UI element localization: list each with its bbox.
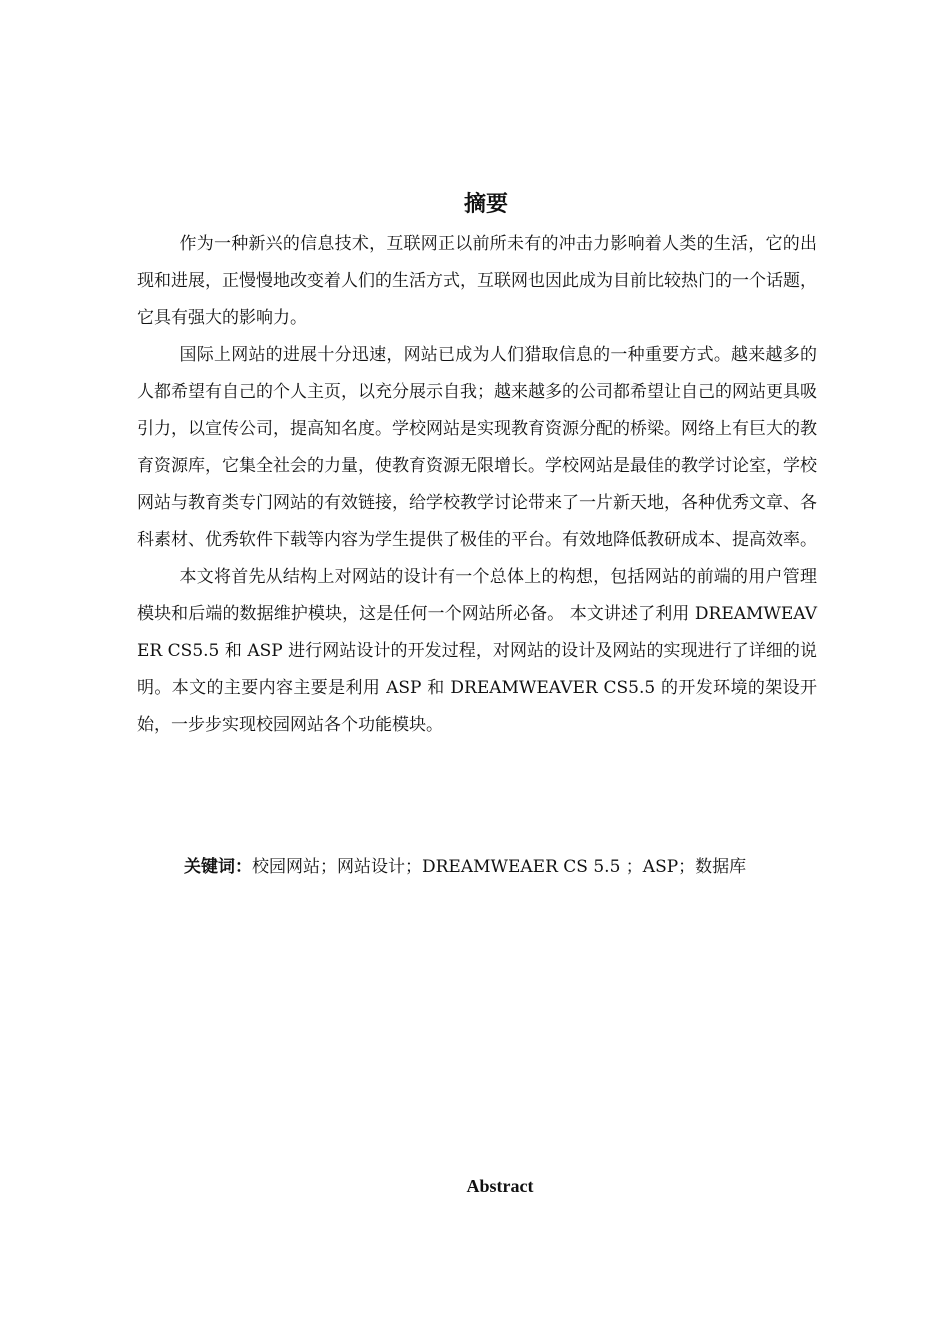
abstract-paragraph-2: 国际上网站的进展十分迅速，网站已成为人们猎取信息的一种重要方式。越来越多的人都希望有自己的个人主页，以充分展示自我；越来越多的公司都希望让自己的网站更具吸引力，以宣传公司，提高知名度。学校网站是实现教育资源分配的桥梁。网络上有巨大的教育资源库，它集全社会的力量，使教育资源无限增长。学校网站是最佳的教学讨论室，学校网站与教育类专门网站的有效链接，给学校教学讨论带来了一片新天地，各种优秀文章、各科素材、优秀软件下载等内容为学生提供了极佳的平台。有效地降低教研成本、提高效率。 [137,345,817,550]
keywords-line [184,850,824,884]
abstract-paragraph-1: 作为一种新兴的信息技术，互联网正以前所未有的冲击力影响着人类的生活，它的出现和进展，正慢慢地改变着人们的生活方式，互联网也因此成为目前比较热门的一个话题，它具有强大的影响力。 [137,234,817,328]
abstract-paragraph-3: 本文将首先从结构上对网站的设计有一个总体上的构想，包括网站的前端的用户管理模块和后端的数据维护模块，这是任何一个网站所必备。 本文讲述了利用 DREAMWEAVER CS5.5 和 ASP 进行网站设计的开发过程，对网站的设计及网站的实现进行了详细的说明。本文的主要内容主要是利用 ASP 和 DREAMWEAVER CS5.5 的开发环境的架设开始，一步步实现校园网站各个功能模块。 [137,567,817,735]
keywords-label: 关键词： [184,857,252,877]
keywords-text: 校园网站；网站设计；DREAMWEAER CS 5.5 ；ASP；数据库 [252,857,747,877]
page-title: 摘要 [463,192,508,217]
english-abstract-title: Abstract [466,1176,534,1196]
abstract-body [137,226,817,744]
